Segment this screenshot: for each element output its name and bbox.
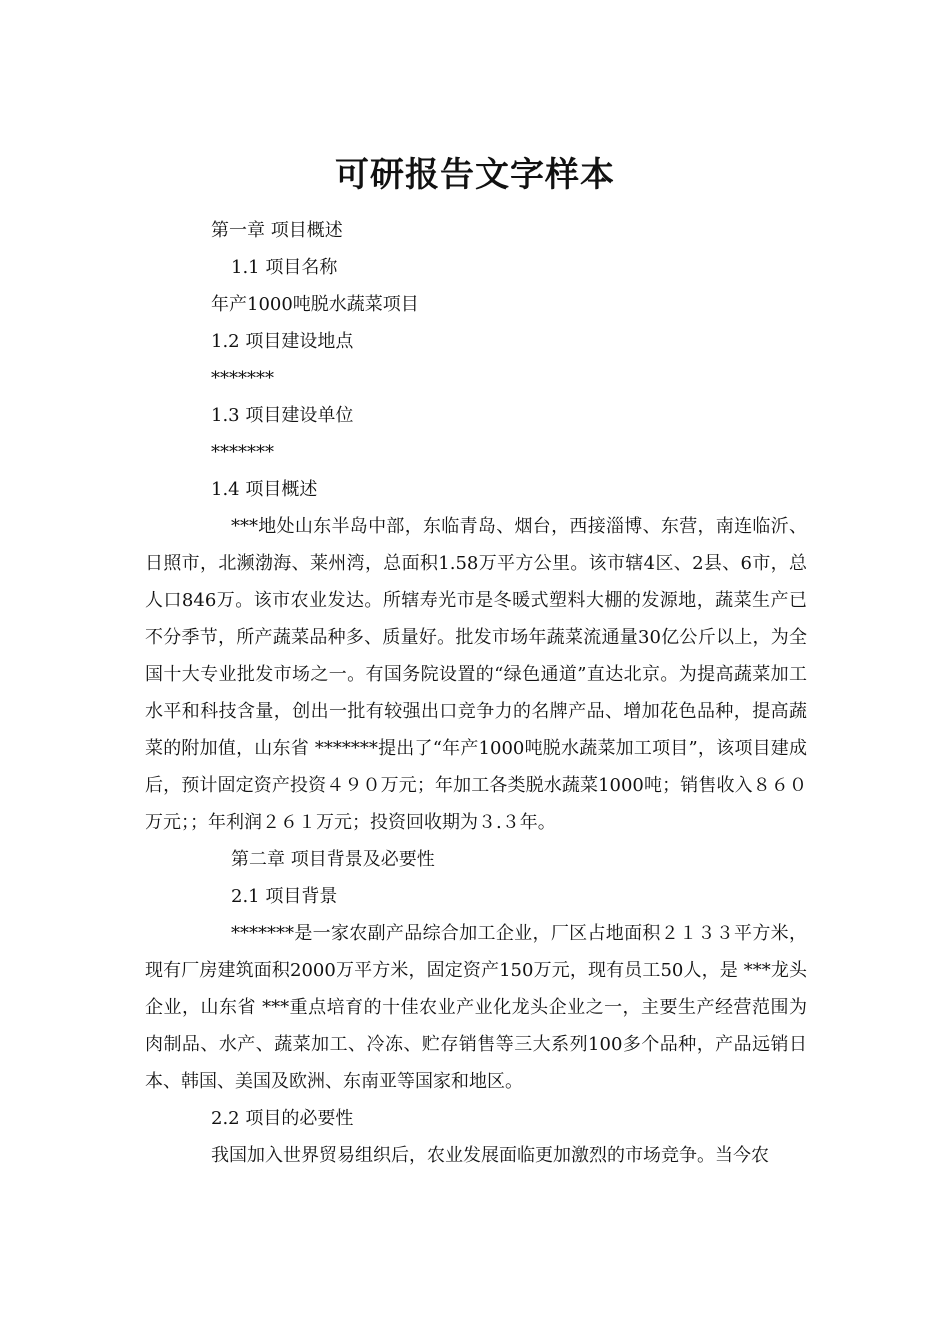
section-1-2-body: ******* <box>211 368 274 389</box>
section-1-2-heading: 1.2 项目建设地点 <box>211 331 354 352</box>
document-body <box>145 212 807 1174</box>
section-1-1-body: 年产1000吨脱水蔬菜项目 <box>211 294 419 315</box>
section-1-1-heading: 1.1 项目名称 <box>231 257 338 278</box>
chapter-2-heading: 第二章 项目背景及必要性 <box>231 849 435 870</box>
section-2-2-heading: 2.2 项目的必要性 <box>211 1108 354 1129</box>
chapter-1-heading: 第一章 项目概述 <box>211 220 343 241</box>
section-1-4-heading: 1.4 项目概述 <box>211 479 318 500</box>
section-1-3-heading: 1.3 项目建设单位 <box>211 405 354 426</box>
section-1-4-paragraph: ***地处山东半岛中部，东临青岛、烟台，西接淄博、东营，南连临沂、日照市，北濒渤海、莱州湾，总面积1.58万平方公里。该市辖4区、2县、6市，总人口846万。该市农业发达。所辖寿光市是冬暖式塑料大棚的发源地，蔬菜生产已不分季节，所产蔬菜品种多、质量好。批发市场年蔬菜流通量30亿公斤以上，为全国十大专业批发市场之一。有国务院设置的“绿色通道”直达北京。为提高蔬菜加工水平和科技含量，创出一批有较强出口竞争力的名牌产品、增加花色品种，提高蔬菜的附加值，山东省 *******提出了“年产1000吨脱水蔬菜加工项目”，该项目建成后，预计固定资产投资４９０万元；年加工各类脱水蔬菜1000吨；销售收入８６０万元；；年利润２６１万元；投资回收期为３.３年。 <box>145 516 807 833</box>
section-2-1-heading: 2.1 项目背景 <box>231 886 338 907</box>
section-1-3-body: ******* <box>211 442 274 463</box>
section-2-1-paragraph: *******是一家农副产品综合加工企业，厂区占地面积２１３３平方米，现有厂房建筑面积2000万平方米，固定资产150万元，现有员工50人，是 ***龙头企业，山东省 ***重点培育的十佳农业产业化龙头企业之一，主要生产经营范围为肉制品、水产、蔬菜加工、冷冻、贮存销售等三大系列100多个品种，产品远销日本、韩国、美国及欧洲、东南亚等国家和地区。 <box>145 923 807 1092</box>
section-2-2-paragraph: 我国加入世界贸易组织后，农业发展面临更加激烈的市场竞争。当今农 <box>211 1145 769 1166</box>
document-title: 可研报告文字样本 <box>335 154 615 195</box>
